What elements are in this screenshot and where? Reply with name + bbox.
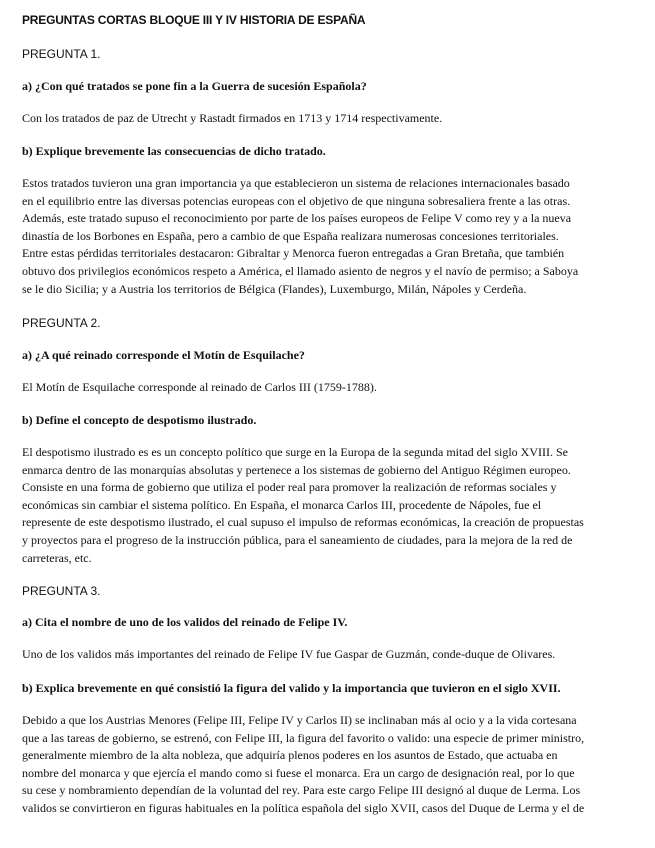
answer-line: El Motín de Esquilache corresponde al reinado de Carlos III (1759-1788). [22,380,377,394]
answer-line: económicas sin cambiar el sistema político. En España, el monarca Carlos III, procedente de Nápoles, fue el [22,497,542,512]
question-2a: a) ¿A qué reinado corresponde el Motín de Esquilache? [22,348,305,362]
answer-line: carreteras, etc. [22,550,92,565]
answer-1b [22,175,634,298]
section-heading-3: PREGUNTA 3. [22,584,101,598]
answer-line: se le dio Sicilia; y a Austria los territorios de Bélgica (Flandes), Luxemburgo, Milán, Nápoles y Cerdeña. [22,281,527,296]
answer-line: su cese y nombramiento dependían de la voluntad del rey. Para este cargo Felipe III designó al duque de Lerma. Los [22,783,581,798]
answer-line: en el equilibrio entre las diversas potencias europeas con el objetivo de que ninguna sobresaliera frente a las otras. [22,193,571,208]
answer-3b [22,712,634,818]
question-1b: b) Explique brevemente las consecuencias de dicho tratado. [22,144,326,158]
section-heading-2: PREGUNTA 2. [22,316,101,330]
answer-1a [22,110,634,128]
answer-line: obtuvo dos privilegios económicos respeto a América, el llamado asiento de negros y el navío de permiso; a Saboya [22,263,579,278]
document-title: PREGUNTAS CORTAS BLOQUE III Y IV HISTORIA DE ESPAÑA [22,13,366,27]
answer-line: nombre del monarca y que ejercía el mando como si fuese el monarca. Era un cargo de designación real, por lo que [22,765,575,780]
answer-2b [22,444,634,567]
answer-line: dinastía de los Borbones en España, pero a cambio de que España realizara numerosas concesiones territoriales. [22,228,559,243]
answer-line: Estos tratados tuvieron una gran importancia ya que establecieron un sistema de relaciones internacionales basado [22,176,570,190]
answer-3a [22,646,634,664]
answer-line: Debido a que los Austrias Menores (Felipe III, Felipe IV y Carlos II) se inclinaban más al ocio y a la vida cortesana [22,713,577,727]
section-heading-1: PREGUNTA 1. [22,47,101,61]
answer-line: Consiste en una forma de gobierno que utiliza el poder real para promover la realización de reformas sociales y [22,480,557,495]
answer-line: validos se convirtieron en figuras habituales en la política española del siglo XVII, casos del Duque de Lerma y el de [22,800,585,815]
answer-line: generalmente miembro de la alta nobleza, que adquiría plenos poderes en los asuntos de Estado, que actuaba en [22,748,558,763]
answer-line: y proyectos para el progreso de la instrucción pública, para el saneamiento de ciudades, para la mejora de la red de [22,532,573,547]
answer-line: represente de este despotismo ilustrado, el cual supuso el impulso de reformas económicas, la creación de propuestas [22,515,584,530]
answer-line: enmarca dentro de las monarquías absolutas y pertenece a los sistemas de gobierno del Antiguo Régimen europeo. [22,462,571,477]
question-2b: b) Define el concepto de despotismo ilustrado. [22,413,257,427]
answer-line: Con los tratados de paz de Utrecht y Rastadt firmados en 1713 y 1714 respectivamente. [22,111,443,125]
question-3a: a) Cita el nombre de uno de los validos del reinado de Felipe IV. [22,615,348,629]
answer-line: que a las tareas de gobierno, se estrenó, con Felipe III, la figura del favorito o valido: una especie de primer ministro, [22,730,585,745]
question-1a: a) ¿Con qué tratados se pone fin a la Guerra de sucesión Española? [22,79,367,93]
answer-line: El despotismo ilustrado es es un concepto político que surge en la Europa de la segunda mitad del siglo XVIII. Se [22,445,568,459]
question-3b: b) Explica brevemente en qué consistió la figura del valido y la importancia que tuvieron en el siglo XVII. [22,681,561,695]
answer-line: Uno de los validos más importantes del reinado de Felipe IV fue Gaspar de Guzmán, conde-duque de Olivares. [22,647,556,661]
answer-line: Entre estas pérdidas territoriales destacaron: Gibraltar y Menorca fueron entregadas a Gran Bretaña, que también [22,246,565,261]
answer-line: Además, este tratado supuso el reconocimiento por parte de los países europeos de Felipe V como rey y a la nueva [22,211,572,226]
answer-2a [22,379,634,397]
